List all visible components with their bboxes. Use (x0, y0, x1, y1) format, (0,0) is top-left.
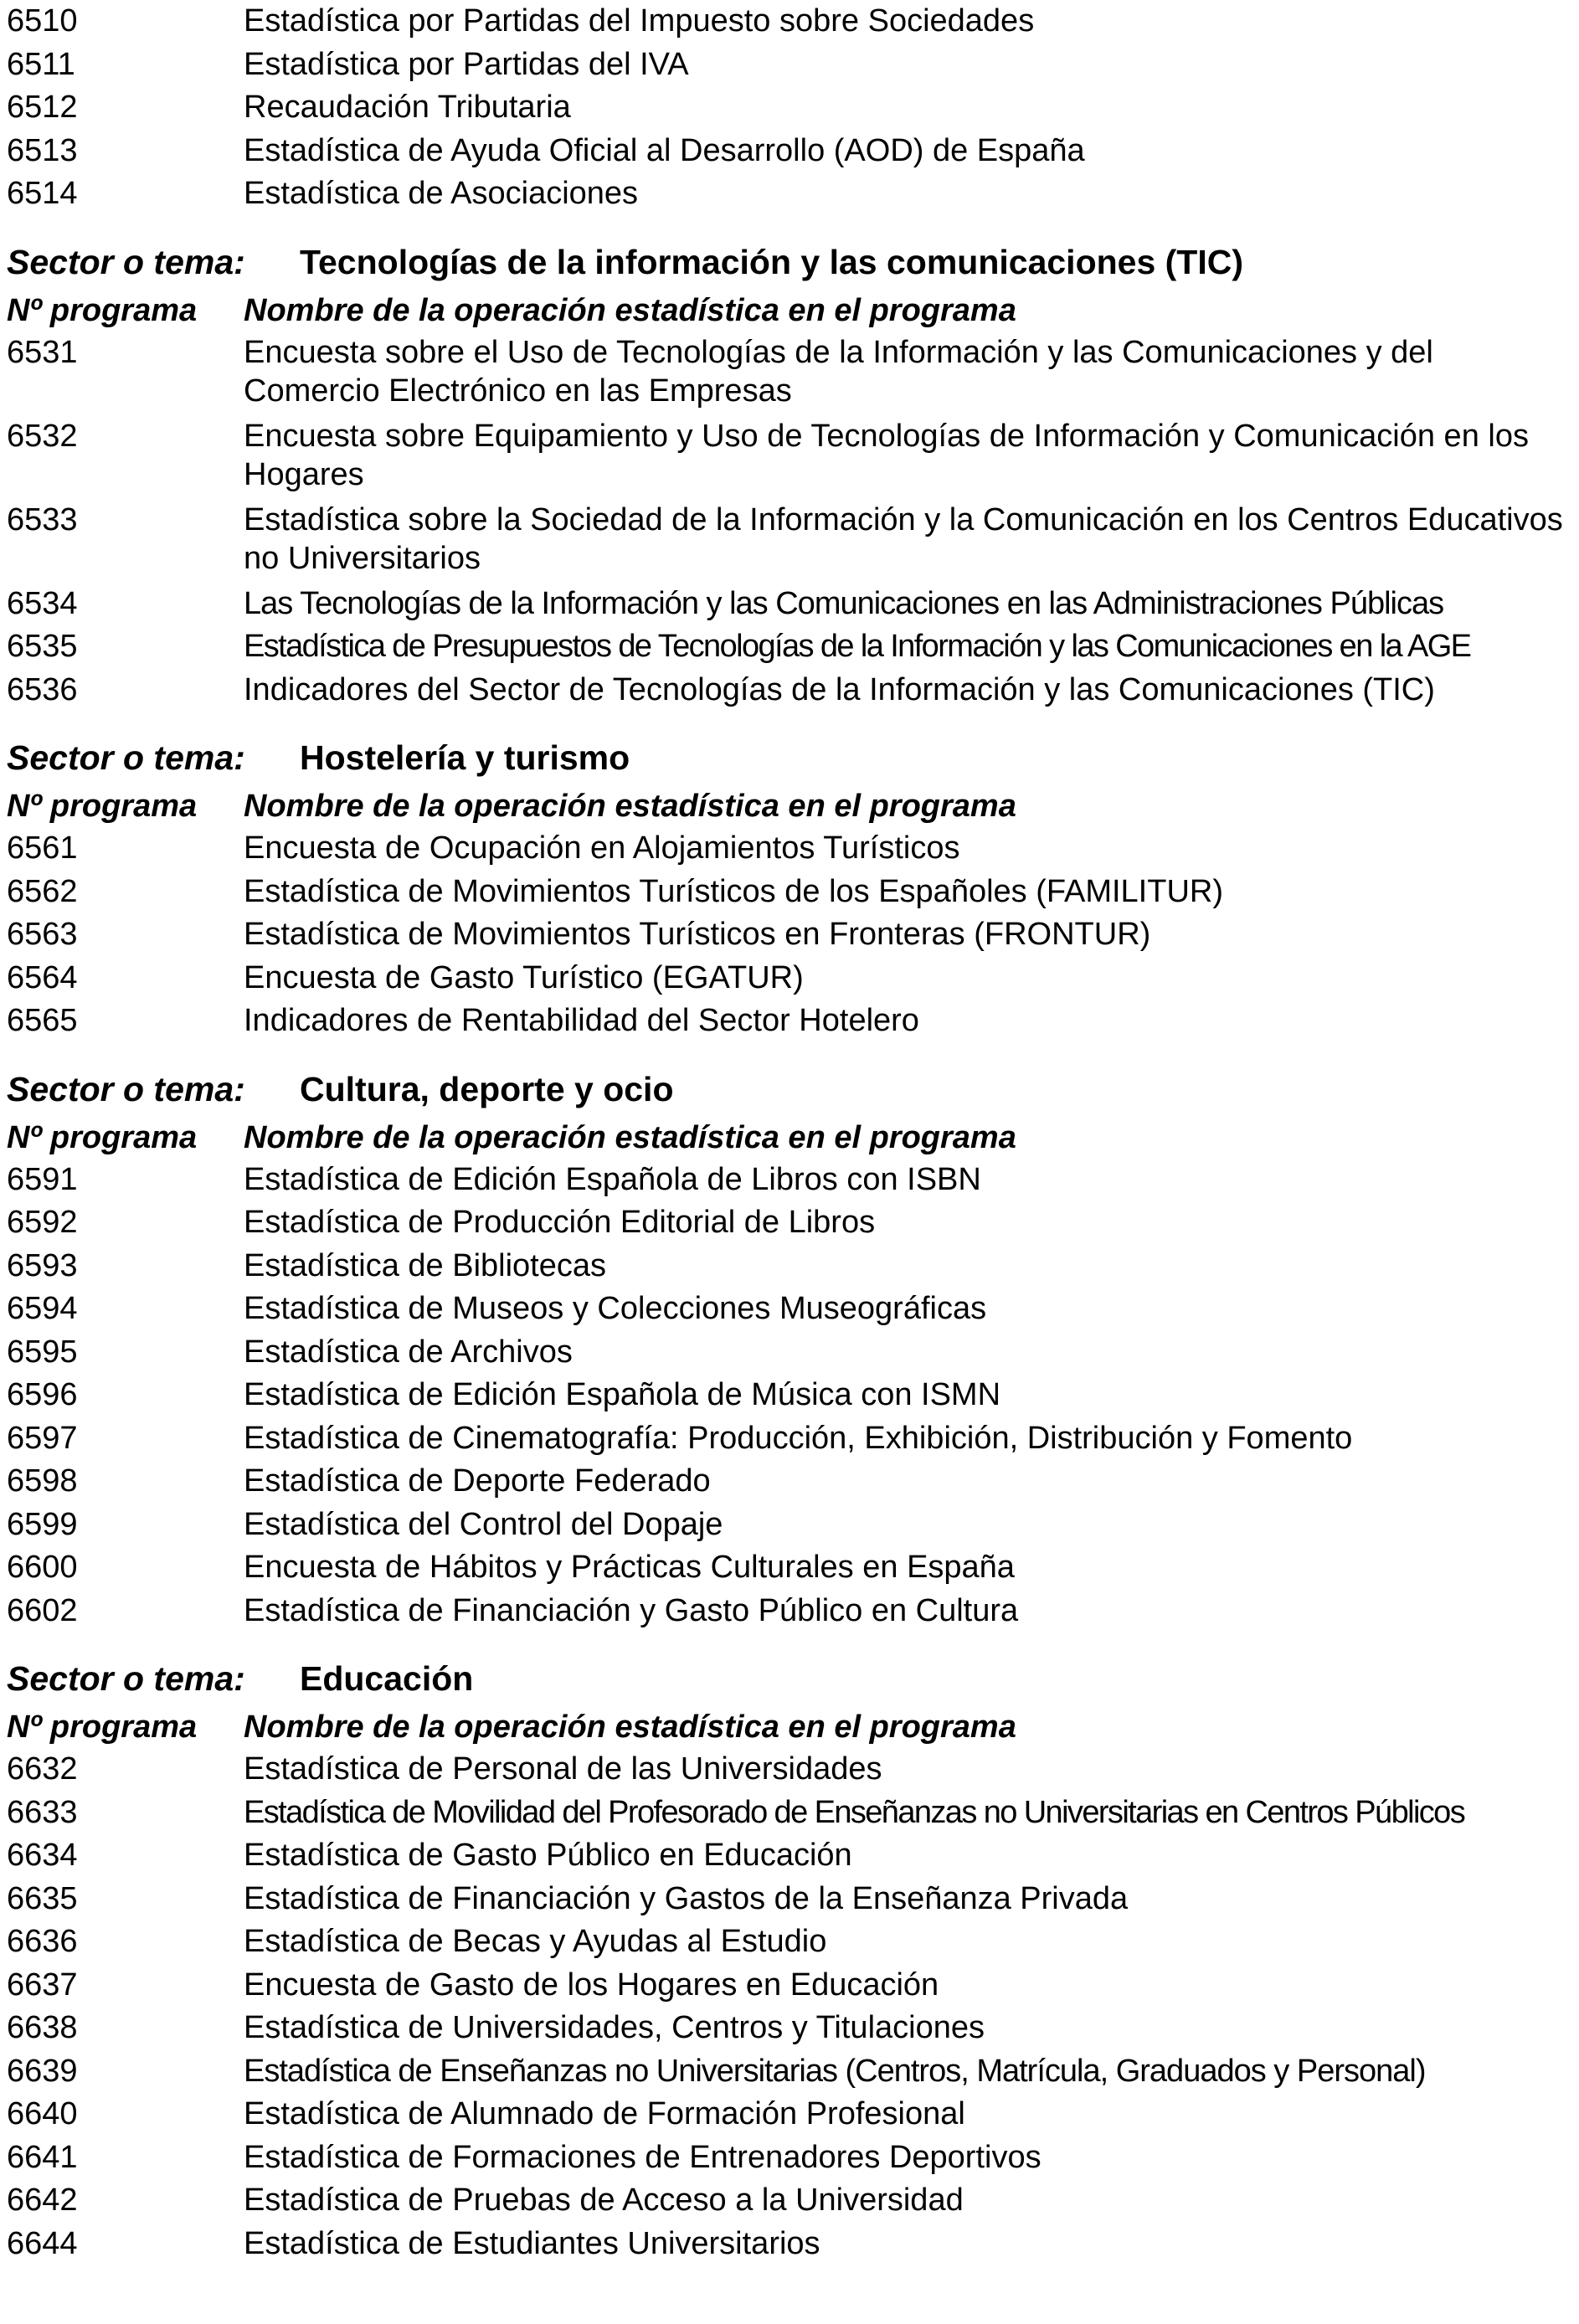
program-number: 6641 (7, 2139, 78, 2175)
operation-name: Estadística de Archivos (244, 1334, 573, 1370)
program-number: 6511 (7, 46, 75, 82)
list-item (7, 1288, 1572, 1331)
operation-name: Estadística de Gasto Público en Educación (244, 1838, 852, 1873)
operation-name: Estadística por Partidas del IVA (244, 46, 689, 82)
operation-name: Indicadores de Rentabilidad del Sector Hotelero (244, 1003, 919, 1038)
sector-label: Sector o tema: (7, 242, 245, 281)
document-page (7, 0, 1572, 2265)
section-tic (7, 234, 1572, 712)
list-item (7, 827, 1572, 871)
operation-name: Estadística de Becas y Ayudas al Estudio (244, 1924, 827, 1959)
operation-name: Estadística de Edición Española de Música con ISMN (244, 1377, 1001, 1412)
program-number: 6513 (7, 132, 78, 168)
list-item (7, 1504, 1572, 1547)
program-number: 6536 (7, 671, 78, 707)
operation-name: Estadística de Producción Editorial de Libros (244, 1205, 876, 1240)
program-number: 6561 (7, 830, 78, 866)
operation-name: Encuesta de Ocupación en Alojamientos Turísticos (244, 830, 960, 866)
column-header (7, 290, 1572, 332)
column-header-number: Nº programa (7, 292, 198, 328)
program-number: 6599 (7, 1506, 78, 1542)
program-number: 6633 (7, 1794, 78, 1830)
list-item (7, 1374, 1572, 1417)
section-header (7, 1651, 1572, 1706)
list-item (7, 2050, 1572, 2094)
program-number: 6602 (7, 1592, 78, 1628)
list-item (7, 2179, 1572, 2223)
operation-name: Estadística del Control del Dopaje (244, 1506, 723, 1542)
operation-name: Estadística de Alumnado de Formación Profesional (244, 2096, 965, 2131)
section-header (7, 730, 1572, 785)
operation-name: Estadística de Financiación y Gastos de la Enseñanza Privada (244, 1880, 1129, 1916)
operation-name: Encuesta sobre Equipamiento y Uso de Tecnologías de Información y Comunicación en los Hogares (244, 418, 1529, 492)
column-header-name: Nombre de la operación estadística en el programa (244, 789, 1016, 824)
section-title: Hostelería y turismo (300, 738, 630, 777)
operation-name: Estadística de Universidades, Centros y Titulaciones (244, 2010, 985, 2045)
operation-name: Encuesta sobre el Uso de Tecnologías de la Información y las Comunicaciones y del Comercio Electrónico en las Empresas (244, 334, 1433, 409)
list-item (7, 130, 1572, 173)
section-cultura (7, 1062, 1572, 1633)
section-title: Cultura, deporte y ocio (300, 1069, 674, 1108)
operation-name: Estadística de Ayuda Oficial al Desarrollo (AOD) de España (244, 132, 1085, 168)
operation-name: Estadística de Formaciones de Entrenadores Deportivos (244, 2139, 1042, 2175)
operation-name: Estadística de Presupuestos de Tecnologías de la Información y las Comunicaciones en la AGE (244, 629, 1471, 664)
column-header-name: Nombre de la operación estadística en el programa (244, 1710, 1016, 1745)
operation-name: Estadística de Deporte Federado (244, 1463, 711, 1499)
list-item (7, 2093, 1572, 2136)
program-number: 6512 (7, 90, 78, 125)
program-number: 6562 (7, 873, 78, 909)
list-item (7, 2007, 1572, 2050)
section-header (7, 1062, 1572, 1117)
column-header (7, 785, 1572, 827)
list-item (7, 625, 1572, 669)
list-item (7, 415, 1572, 499)
list-item (7, 499, 1572, 583)
operation-name: Encuesta de Gasto de los Hogares en Educación (244, 1967, 939, 2003)
program-number: 6598 (7, 1463, 78, 1499)
list-item (7, 1000, 1572, 1043)
operation-name: Estadística de Movilidad del Profesorado de Enseñanzas no Universitarias en Centros Públicos (244, 1794, 1465, 1830)
program-number: 6531 (7, 334, 78, 370)
column-header-number: Nº programa (7, 1119, 198, 1155)
list-item (7, 1417, 1572, 1461)
column-header (7, 1117, 1572, 1159)
program-number: 6533 (7, 501, 78, 537)
column-header-number: Nº programa (7, 1710, 198, 1745)
program-number: 6595 (7, 1334, 78, 1370)
operation-name: Estadística de Movimientos Turísticos en Fronteras (FRONTUR) (244, 917, 1151, 952)
program-number: 6642 (7, 2183, 78, 2218)
program-number: 6592 (7, 1205, 78, 1240)
operation-name: Estadística de Estudiantes Universitarios (244, 2225, 820, 2261)
program-number: 6564 (7, 959, 78, 995)
operation-name: Estadística de Pruebas de Acceso a la Universidad (244, 2183, 964, 2218)
program-number: 6632 (7, 1751, 78, 1787)
list-item (7, 1245, 1572, 1288)
operation-name: Estadística sobre la Sociedad de la Información y la Comunicación en los Centros Educativos no Universitarios (244, 501, 1563, 576)
list-item (7, 1590, 1572, 1633)
list-item (7, 1460, 1572, 1504)
program-number: 6637 (7, 1967, 78, 2003)
section-educacion (7, 1651, 1572, 2265)
operation-name: Estadística de Movimientos Turísticos de los Españoles (FAMILITUR) (244, 873, 1223, 909)
section-hosteleria (7, 730, 1572, 1043)
operation-name: Estadística por Partidas del Impuesto sobre Sociedades (244, 3, 1035, 39)
operation-name: Estadística de Asociaciones (244, 176, 639, 211)
program-number: 6640 (7, 2096, 78, 2131)
program-number: 6638 (7, 2010, 78, 2045)
program-number: 6639 (7, 2053, 78, 2089)
program-number: 6534 (7, 585, 78, 621)
list-item (7, 172, 1572, 216)
program-number: 6593 (7, 1247, 78, 1283)
list-item (7, 1331, 1572, 1375)
section-header (7, 234, 1572, 290)
operation-name: Las Tecnologías de la Información y las Comunicaciones en las Administraciones Públicas (244, 585, 1444, 621)
program-number: 6565 (7, 1003, 78, 1038)
list-item (7, 1920, 1572, 1964)
list-item (7, 0, 1572, 44)
program-number: 6514 (7, 176, 78, 211)
list-item (7, 913, 1572, 957)
operation-name: Recaudación Tributaria (244, 90, 571, 125)
list-item (7, 2223, 1572, 2266)
list-item (7, 1201, 1572, 1245)
list-item (7, 669, 1572, 712)
list-item (7, 1792, 1572, 1835)
intro-list (7, 0, 1572, 216)
operation-name: Estadística de Edición Española de Libros con ISBN (244, 1161, 981, 1197)
sector-label: Sector o tema: (7, 1659, 245, 1698)
sector-label: Sector o tema: (7, 1069, 245, 1108)
list-item (7, 583, 1572, 626)
list-item (7, 1546, 1572, 1590)
list-item (7, 1834, 1572, 1878)
list-item (7, 86, 1572, 130)
sector-label: Sector o tema: (7, 738, 245, 777)
list-item (7, 332, 1572, 415)
operation-name: Estadística de Museos y Colecciones Museográficas (244, 1291, 987, 1326)
column-header-number: Nº programa (7, 789, 198, 824)
list-item (7, 957, 1572, 1000)
list-item (7, 2136, 1572, 2180)
operation-name: Estadística de Cinematografía: Producción, Exhibición, Distribución y Fomento (244, 1420, 1353, 1456)
column-header-name: Nombre de la operación estadística en el programa (244, 1119, 1016, 1155)
operation-name: Indicadores del Sector de Tecnologías de la Información y las Comunicaciones (TIC) (244, 671, 1435, 707)
column-header-name: Nombre de la operación estadística en el programa (244, 292, 1016, 328)
list-item (7, 1878, 1572, 1921)
operation-name: Encuesta de Hábitos y Prácticas Culturales en España (244, 1550, 1015, 1585)
program-number: 6634 (7, 1838, 78, 1873)
program-number: 6644 (7, 2225, 78, 2261)
section-title: Educación (300, 1659, 474, 1698)
program-number: 6597 (7, 1420, 78, 1456)
operation-name: Estadística de Bibliotecas (244, 1247, 607, 1283)
list-item (7, 871, 1572, 914)
program-number: 6600 (7, 1550, 78, 1585)
list-item (7, 44, 1572, 87)
operation-name: Estadística de Financiación y Gasto Público en Cultura (244, 1592, 1019, 1628)
program-number: 6535 (7, 629, 78, 664)
list-item (7, 1748, 1572, 1792)
column-header (7, 1706, 1572, 1748)
program-number: 6591 (7, 1161, 78, 1197)
program-number: 6596 (7, 1377, 78, 1412)
operation-name: Estadística de Personal de las Universidades (244, 1751, 882, 1787)
list-item (7, 1159, 1572, 1202)
operation-name: Estadística de Enseñanzas no Universitarias (Centros, Matrícula, Graduados y Personal) (244, 2053, 1426, 2089)
program-number: 6636 (7, 1924, 78, 1959)
section-title: Tecnologías de la información y las comunicaciones (TIC) (300, 242, 1243, 281)
operation-name: Encuesta de Gasto Turístico (EGATUR) (244, 959, 804, 995)
program-number: 6635 (7, 1880, 78, 1916)
program-number: 6532 (7, 418, 78, 454)
program-number: 6594 (7, 1291, 78, 1326)
list-item (7, 1964, 1572, 2008)
program-number: 6510 (7, 3, 78, 39)
program-number: 6563 (7, 917, 78, 952)
